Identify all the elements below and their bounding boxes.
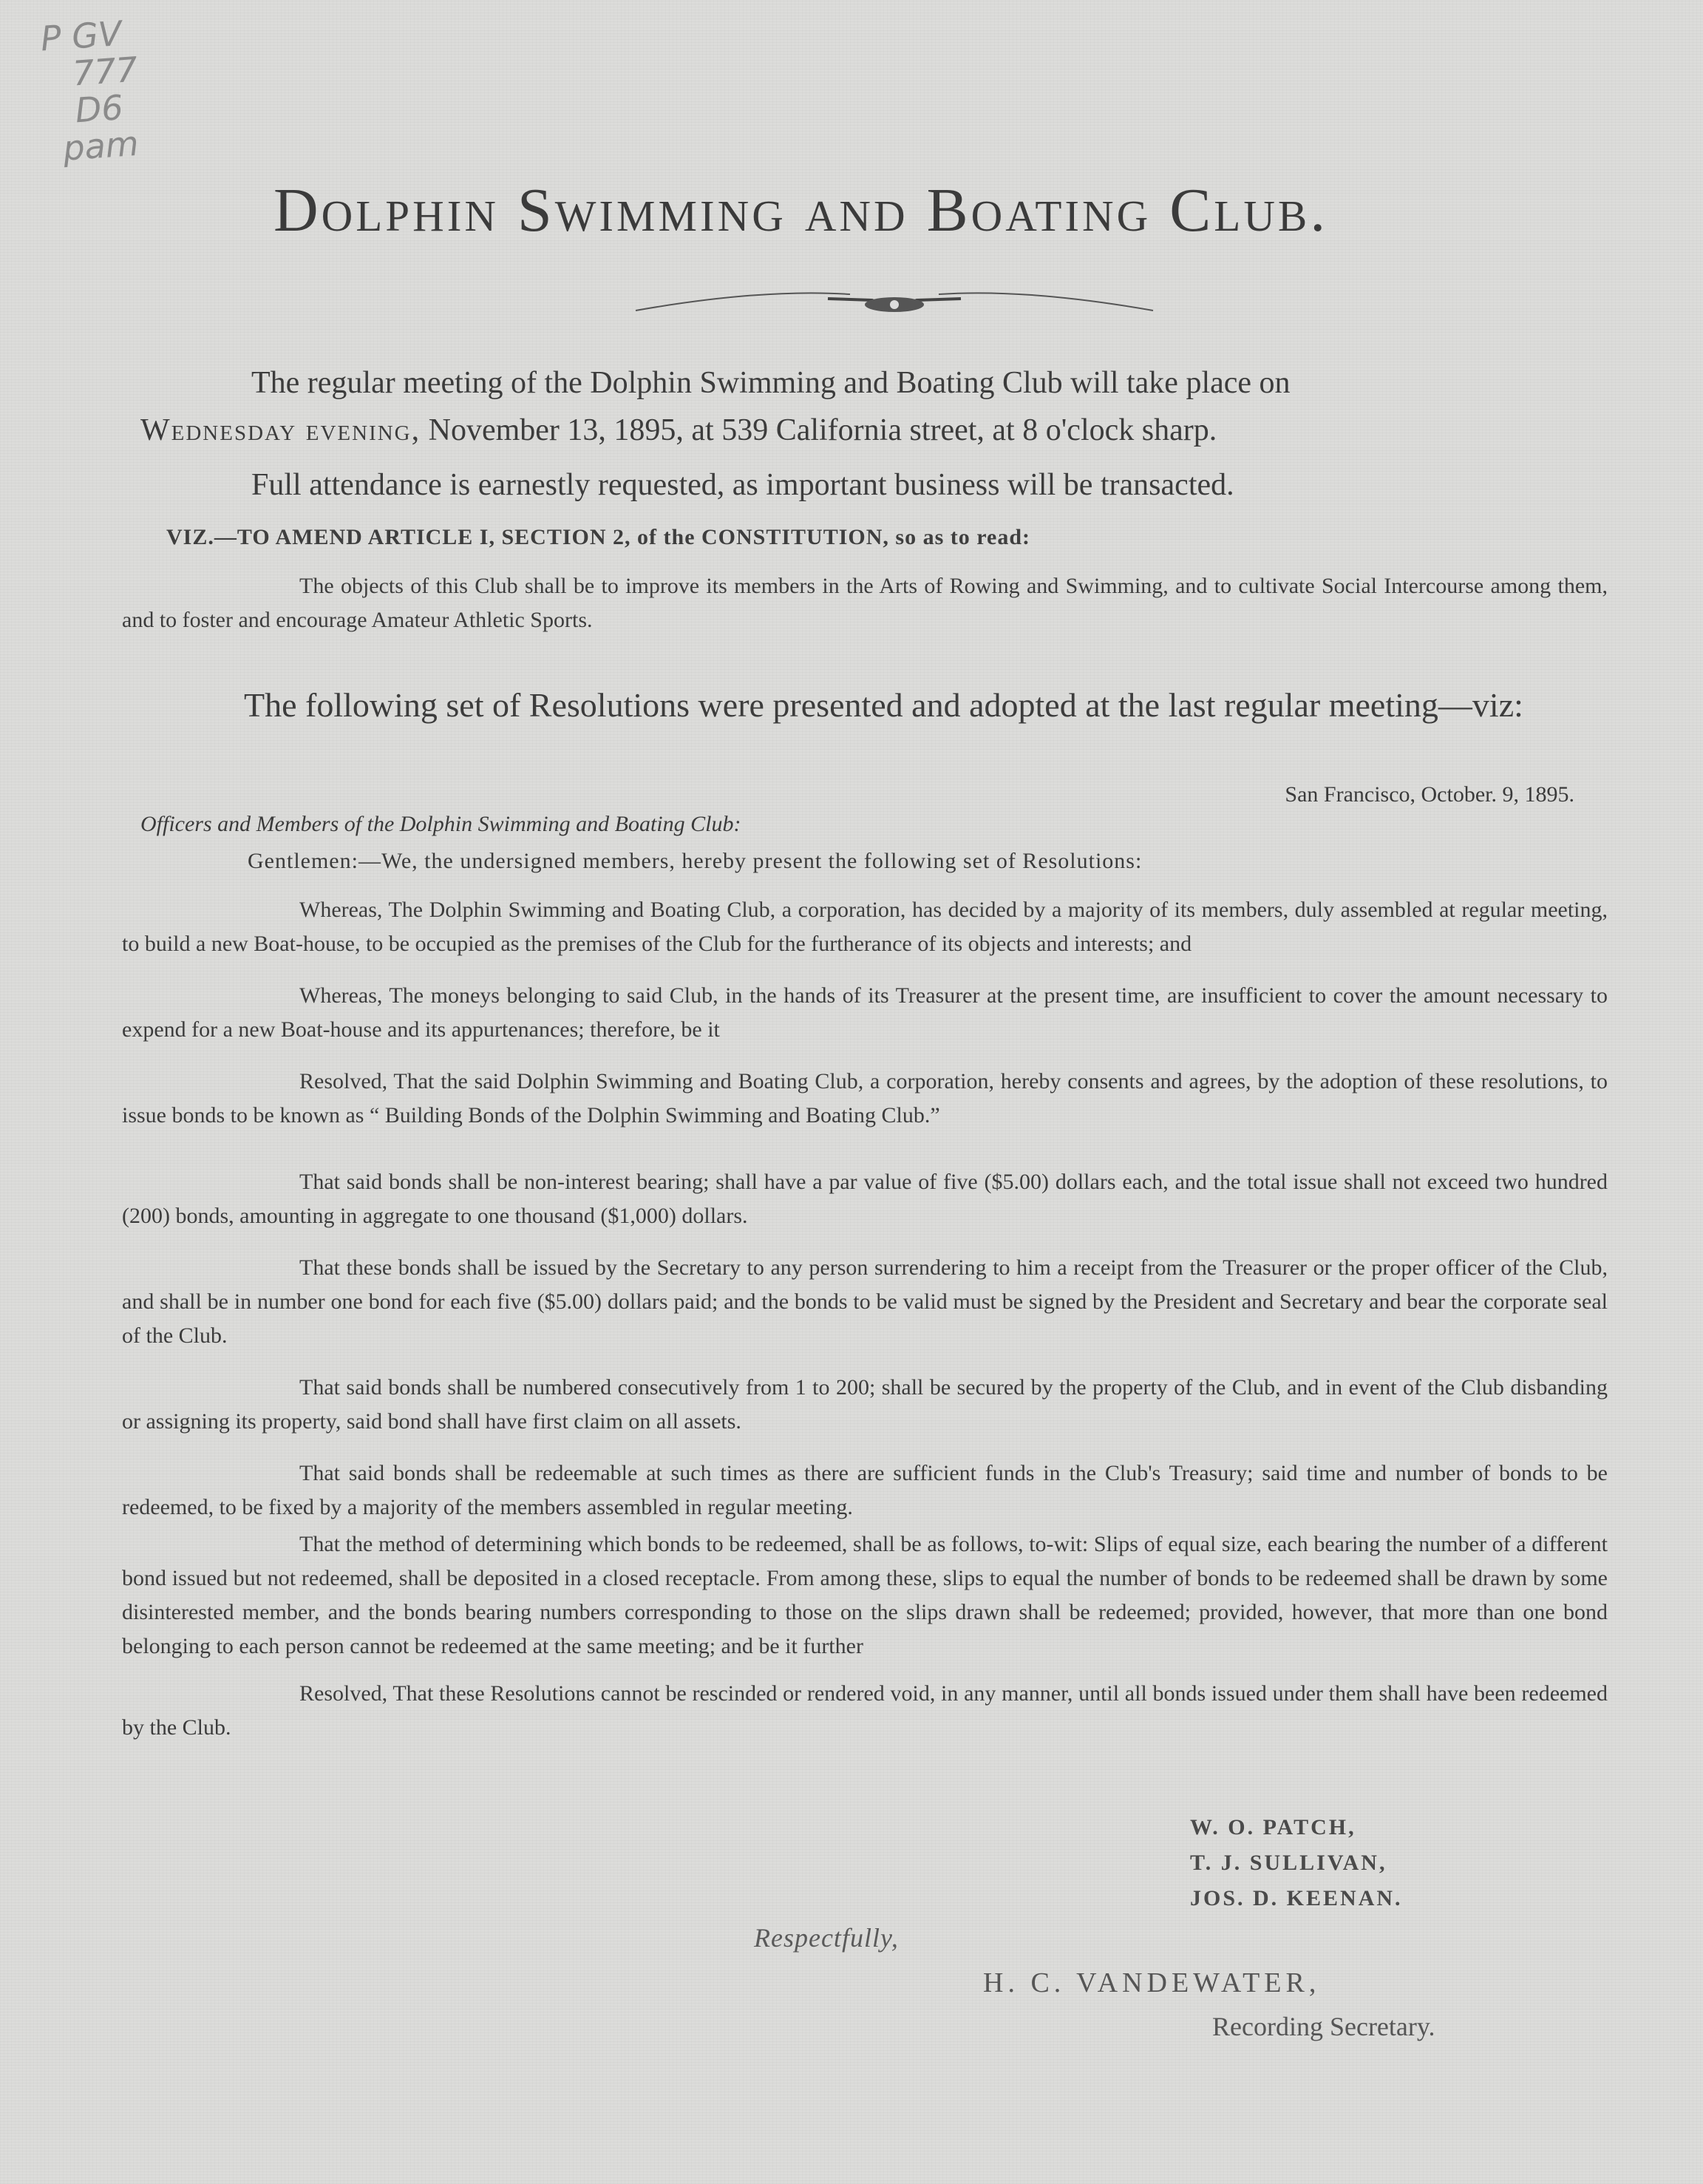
closing-respectfully: Respectfully, xyxy=(754,1923,899,1953)
resolutions-intro: The following set of Resolutions were presented and adopted at the last regular meeting—viz: xyxy=(244,686,1523,724)
secretary-name: H. C. VANDEWATER, xyxy=(983,1967,1321,1998)
meeting-notice xyxy=(140,359,1604,509)
bonds-clause-1: That said bonds shall be non-interest bearing; shall have a par value of five ($5.00) dollars each, and the total issue shall not exceed two hundred (200) bonds, amounting in aggregate to one thousand ($1,000) dollars. xyxy=(122,1170,1608,1228)
notice-day: Wednesday evening, xyxy=(140,413,421,447)
pencil-note: 777 xyxy=(71,49,139,94)
pencil-annotation xyxy=(39,10,204,168)
resolved-1: Resolved, That the said Dolphin Swimming and Boating Club, a corporation, hereby consents and agrees, by the adoption of these resolutions, to issue bonds to be known as “ Building Bonds of the Dolphin Swimming and Boating Club.” xyxy=(122,1069,1608,1127)
letter-salutation: Officers and Members of the Dolphin Swimming and Boating Club: xyxy=(140,812,741,836)
notice-line-3: Full attendance is earnestly requested, as important business will be transacted. xyxy=(251,468,1234,502)
bonds-clause-4: That said bonds shall be redeemable at such times as there are sufficient funds in the Club's Treasury; said time and number of bonds to be redeemed, to be fixed by a majority of the members assembled in regular meeting. xyxy=(122,1461,1608,1519)
pencil-note: pam xyxy=(61,123,140,169)
signatory: W. O. PATCH, xyxy=(1190,1815,1356,1839)
signatories xyxy=(1190,1810,1403,1916)
bonds-clause-3: That said bonds shall be numbered consecutively from 1 to 200; shall be secured by the property of the Club, and in event of the Club disbanding or assigning its property, said bond shall have first claim on all assets. xyxy=(122,1375,1608,1434)
pencil-note: D6 xyxy=(74,87,125,131)
amendment-text xyxy=(122,569,1608,637)
letter-date: San Francisco, October. 9, 1895. xyxy=(1285,782,1574,807)
whereas-1: Whereas, The Dolphin Swimming and Boating Club, a corporation, has decided by a majority of its members, duly assembled at regular meeting, to build a new Boat-house, to be occupied as the premises of the Club for the furtherance of its objects and interests; and xyxy=(122,898,1608,956)
signatory: JOS. D. KEENAN. xyxy=(1190,1886,1403,1910)
notice-line-1: The regular meeting of the Dolphin Swimming and Boating Club will take place on xyxy=(251,366,1291,400)
signatory: T. J. SULLIVAN, xyxy=(1190,1851,1387,1875)
secretary-title: Recording Secretary. xyxy=(1212,2012,1435,2041)
bonds-clause-5: That the method of determining which bonds to be redeemed, shall be as follows, to-wit: Slips of equal size, each bearing the number of a different bond issued but not redeemed, shall be deposited in a closed receptacle. From among these, slips to equal the number of bonds to be redeemed shall be drawn by some disinterested member, and the bonds bearing numbers corresponding to those on the slips drawn shall be redeemed; provided, however, that more than one bond belonging to each person cannot be redeemed at the same meeting; and be it further xyxy=(122,1532,1608,1658)
notice-when-where: November 13, 1895, at 539 California street, at 8 o'clock sharp. xyxy=(428,413,1217,447)
bonds-clause-2: That these bonds shall be issued by the Secretary to any person surrendering to him a receipt from the Treasurer or the proper officer of the Club, and shall be in number one bond for each five ($5.00) dollars paid; and the bonds to be valid must be signed by the President and Secretary and bear the corporate seal of the Club. xyxy=(122,1255,1608,1348)
ornament-divider-icon xyxy=(628,281,1160,325)
whereas-2: Whereas, The moneys belonging to said Club, in the hands of its Treasurer at the present time, are insufficient to cover the amount necessary to expend for a new Boat-house and its appurtenances; therefore, be it xyxy=(122,983,1608,1042)
pencil-note: P GV xyxy=(39,13,123,59)
document-title: Dolphin Swimming and Boating Club. xyxy=(273,176,1329,245)
resolutions-body xyxy=(122,893,1608,1745)
resolved-2: Resolved, That these Resolutions cannot be rescinded or rendered void, in any manner, until all bonds issued under them shall have been redeemed by the Club. xyxy=(122,1681,1608,1740)
amendment-heading: VIZ.—TO AMEND ARTICLE I, SECTION 2, of the CONSTITUTION, so as to read: xyxy=(166,525,1031,549)
letter-greeting: Gentlemen:—We, the undersigned members, hereby present the following set of Resolutions: xyxy=(248,849,1143,873)
amendment-paragraph: The objects of this Club shall be to improve its members in the Arts of Rowing and Swimming, and to cultivate Social Intercourse among them, and to foster and encourage Amateur Athletic Sports. xyxy=(122,574,1608,632)
notice-line-2 xyxy=(140,407,1604,454)
